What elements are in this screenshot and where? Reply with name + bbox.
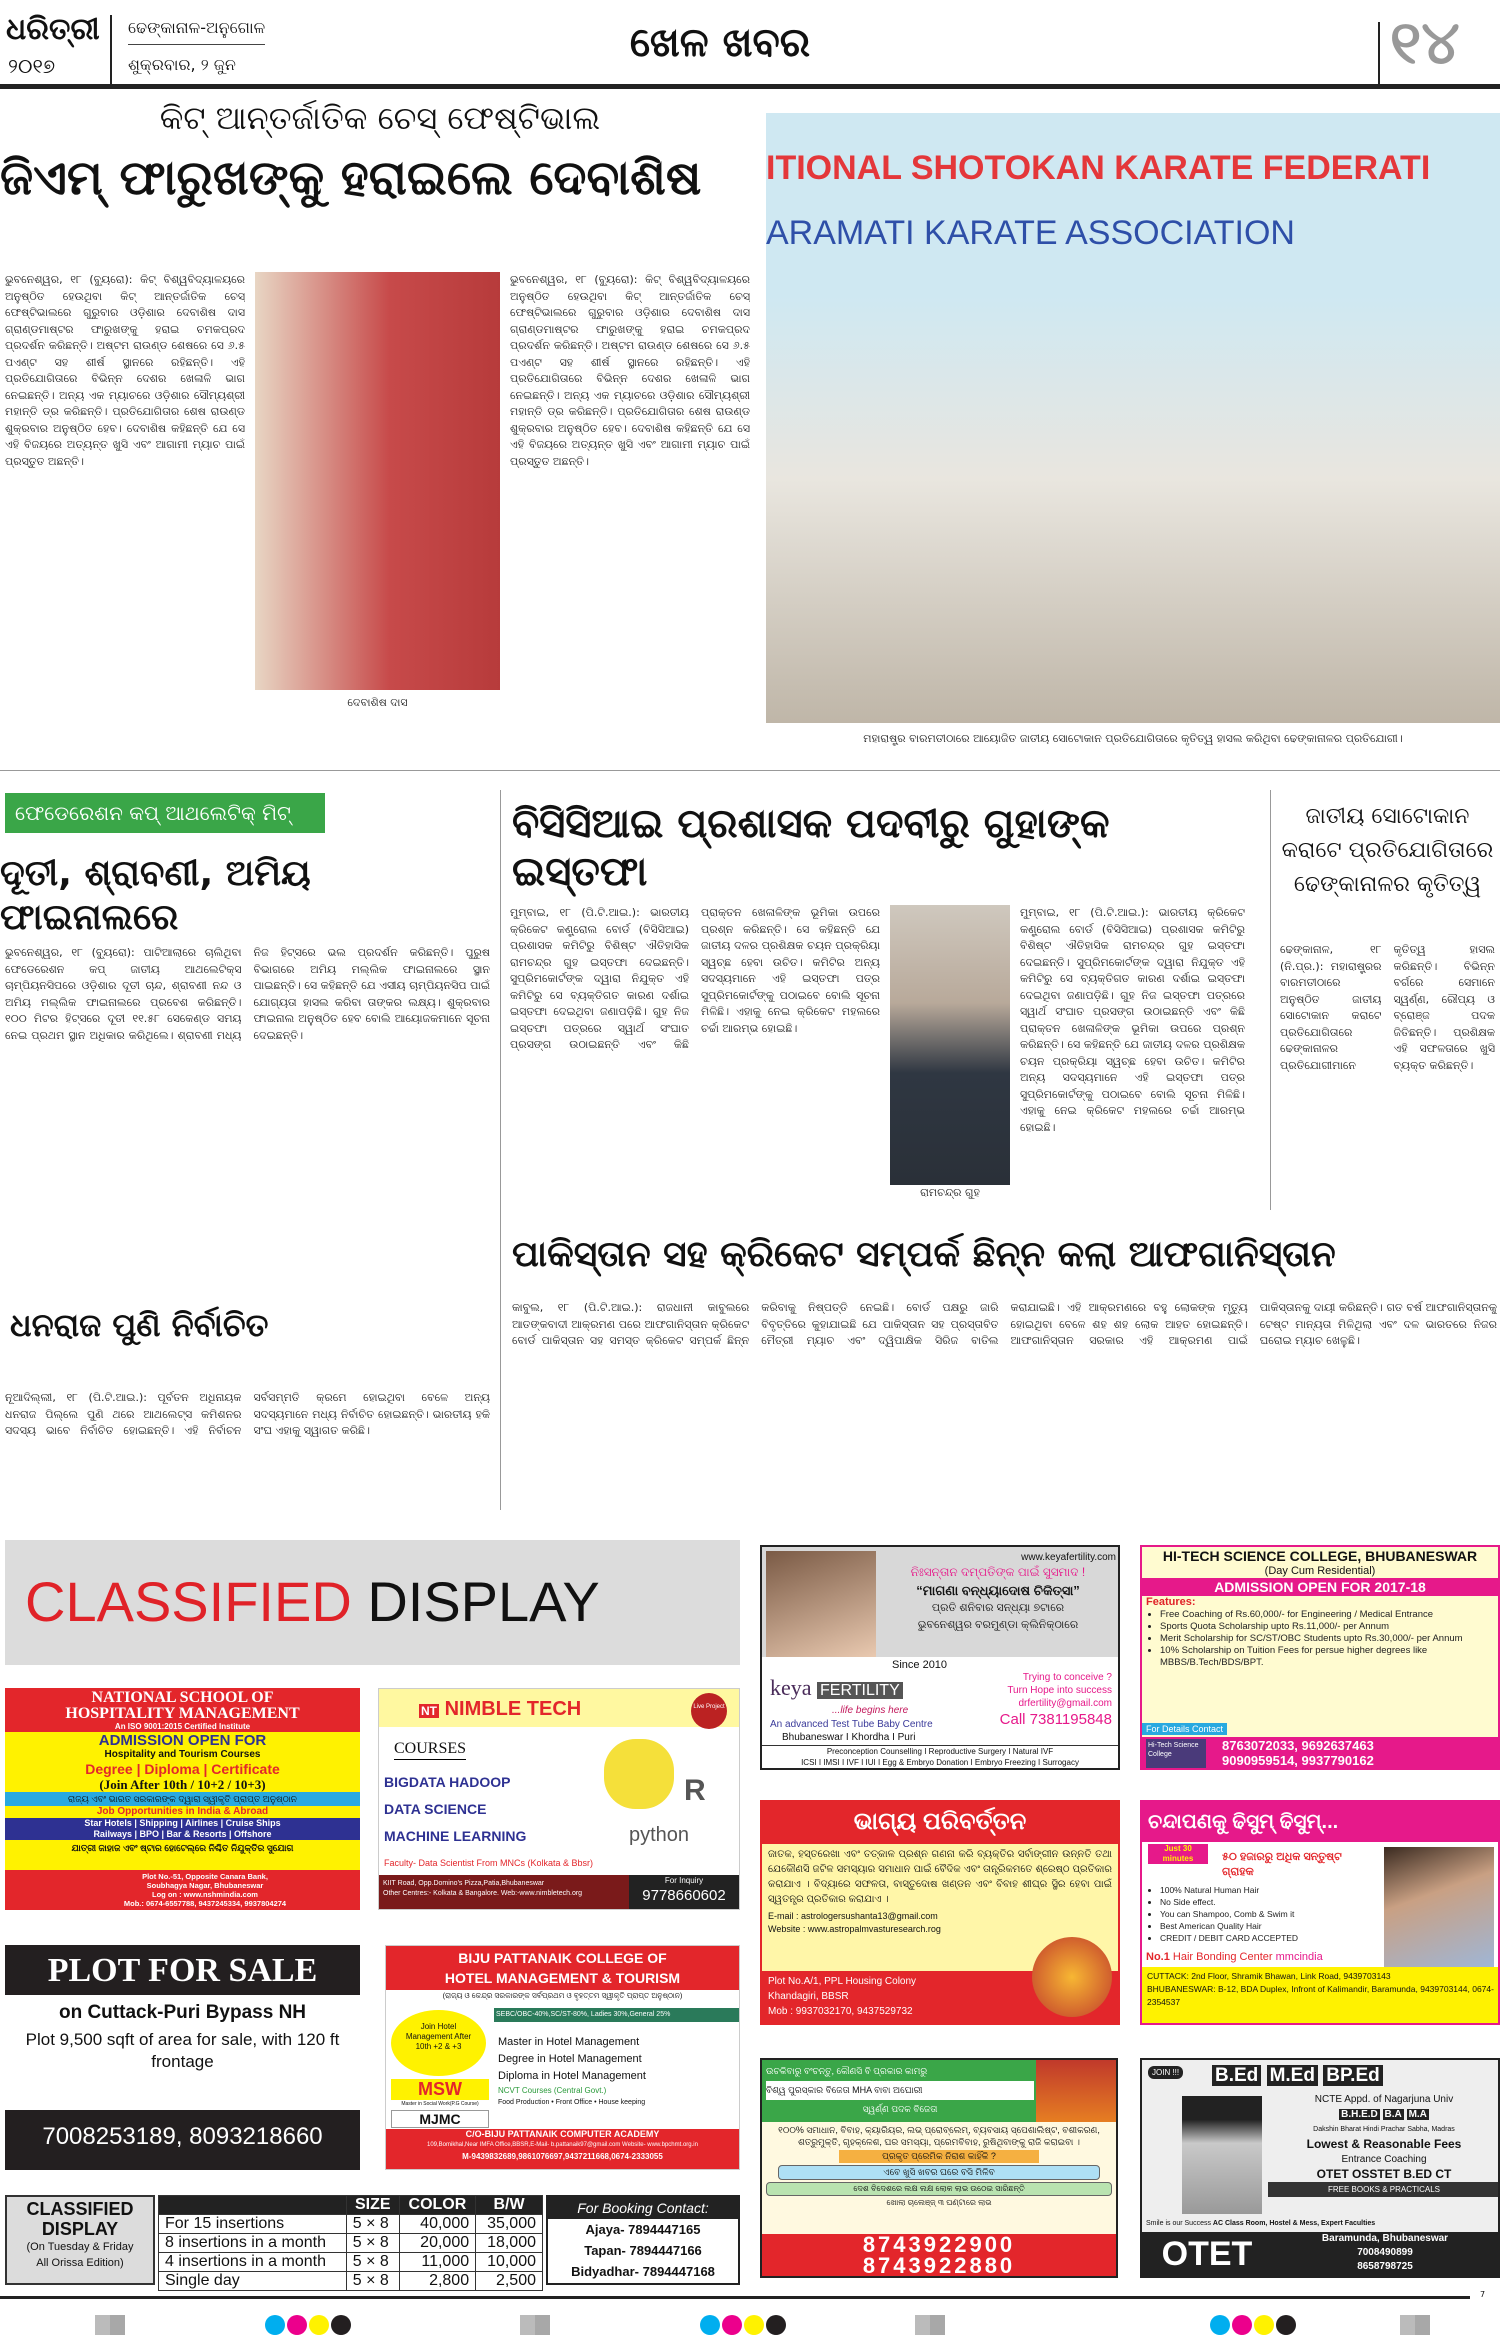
page-number: ୧୪ xyxy=(1390,8,1460,78)
hitech-features-label: Features: xyxy=(1146,1596,1196,1608)
rate-cell: 2,500 xyxy=(476,2272,543,2291)
story3-body-right: ମୁମ୍ବାଇ, ୧୮ (ପି.ଟି.ଆଇ.): ଭାରତୀୟ କ୍ରିକେଟ କଣ୍ଟ୍ରୋଲ ବୋର୍ଡ (ବିସିସିଆଇ) ପ୍ରଶାସକ କମିଟିରୁ ବିଶିଷ୍ଟ ଐତିହାସିକ ରାମଚନ୍ଦ୍ର ଗୁହ ଇସ୍ତଫା ଦେଇଛନ୍ତି। ସୁପ୍ରିମକୋର୍ଟଙ୍କ ଦ୍ୱାରା ନିଯୁକ୍ତ ଏହି କମିଟିରୁ ସେ ବ୍ୟକ୍ତିଗତ କାରଣ ଦର୍ଶାଇ ଇସ୍ତଫା ଦେଇଥିବା ଜଣାପଡ଼ିଛି। ଗୁହ ନିଜ ଇସ୍ତଫା ପତ୍ରରେ ସ୍ୱାର୍ଥ ସଂଘାତ ପ୍ରସଙ୍ଗ ଉଠାଇଛନ୍ତି ଏବଂ କିଛି ପ୍ରାକ୍ତନ ଖେଳାଳିଙ୍କ ଭୂମିକା ଉପରେ ପ୍ରଶ୍ନ କରିଛନ୍ତି। ସେ କହିଛନ୍ତି ଯେ ଜାତୀୟ ଦଳର ପ୍ରଶିକ୍ଷକ ଚୟନ ପ୍ରକ୍ରିୟା ସ୍ୱଚ୍ଛ ହେବା ଉଚିତ। କମିଟିର ଅନ୍ୟ ସଦସ୍ୟମାନେ ଏହି ଇସ୍ତଫା ପତ୍ର ସୁପ୍ରିମକୋର୍ଟଙ୍କୁ ପଠାଇବେ ବୋଲି ସୂଚନା ମିଳିଛି। ଏହାକୁ ନେଇ କ୍ରିକେଟ ମହଲରେ ଚର୍ଚ୍ଚା ଆରମ୍ଭ ହୋଇଛି। xyxy=(1020,906,1245,1134)
hair-bonding-ad[interactable] xyxy=(1140,1800,1500,2025)
rate-cell: For 15 insertions xyxy=(159,2215,347,2234)
divider xyxy=(1270,790,1271,1210)
hair-cuttack: CUTTACK: 2nd Floor, Shramik Bhawan, Link Road, 9439703143 xyxy=(1147,1971,1391,1981)
nshm-title: NATIONAL SCHOOL OF xyxy=(91,1689,274,1706)
plot-title: PLOT FOR SALE xyxy=(47,1952,318,1989)
otet-ncte: NCTE Appd. of Nagarjuna Univ xyxy=(1314,2094,1454,2105)
nshm-jobs: Job Opportunities in India & Abroad xyxy=(96,1806,269,1817)
masthead-year: ୨୦୧୭ xyxy=(8,54,56,78)
biju-title: BIJU PATTANAIK COLLEGE OF xyxy=(458,1950,667,1966)
edition-name: ଢେଙ୍କାନାଳ-ଅନୁଗୋଳ xyxy=(128,18,265,45)
rate-header: COLOR xyxy=(399,2196,475,2215)
mha-line: ବିଶ୍ୱ ପୁରସ୍କାର ବିଜେତା MHA ବାବା ଅଘୋରୀ xyxy=(766,2081,1034,2100)
registration-square xyxy=(95,2315,125,2335)
keya-odia-3: ପ୍ରତି ଶନିବାର ସନ୍ଧ୍ୟା ୭ଟାରେ xyxy=(931,1602,1065,1614)
rate-cell: 5 × 8 xyxy=(346,2215,399,2234)
mother-baby-photo xyxy=(766,1551,876,1657)
table-row xyxy=(159,2234,543,2253)
guha-photo xyxy=(890,905,1010,1185)
nshm-title: HOSPITALITY MANAGEMENT xyxy=(65,1705,300,1722)
hitech-feature: • Merit Scholarship for SC/ST/OBC Students upto Rs.30,000/- per Annum xyxy=(1160,1633,1494,1645)
bhagya-body: ଜାତକ, ହସ୍ତରେଖା ଏବଂ ତତ୍କାଳ ପ୍ରଶ୍ନ ଗଣନା କରି ବ୍ୟକ୍ତିର ସର୍ବାଙ୍ଗୀନ ଉନ୍ନତି ତଥା ଯେକୌଣସି ଜଟିଳ ସମସ୍ୟାର ସମାଧାନ ପାଇଁ ବୈଦିକ ଏବଂ ତାନ୍ତ୍ରିକମତେ ଶ୍ରେଷ୍ଠ ପ୍ରତିକାର କରାଯାଏ । ବିଦ୍ୟାରେ ସଫଳତା, ବାସ୍ତୁଦୋଷ ଖଣ୍ଡନ ଏବଂ ବିବାହ ଶୀଘ୍ର ସ୍ଥିର ହେବା ପାଇଁ ସ୍ୱତନ୍ତ୍ର ପ୍ରତିକାର କରାଯାଏ । xyxy=(768,1849,1112,1905)
hitech-phones: 8763072033, 9692637463 xyxy=(1222,1738,1374,1753)
bhagya-parivartan-ad[interactable] xyxy=(760,1800,1120,2025)
keya-brand-2: FERTILITY xyxy=(817,1682,903,1699)
biju-join: Join Hotel Management After 10th +2 & +3 xyxy=(391,2010,486,2076)
footer-rule xyxy=(0,2296,1470,2299)
keya-odia-2: “ମାଗଣା ବନ୍ଧ୍ୟାଦୋଷ ଚିକିତ୍ସା” xyxy=(916,1583,1080,1598)
nimble-course: DATA SCIENCE xyxy=(384,1801,487,1817)
hitech-feature: • Sports Quota Scholarship upto Rs.11,000/- per Annum xyxy=(1160,1621,1494,1633)
otet-exams: OTET OSSTET B.ED CT xyxy=(1316,2167,1452,2181)
r-logo-icon: R xyxy=(684,1774,706,1807)
rate-label: CLASSIFIED xyxy=(26,2199,134,2219)
booking-contact-item: Ajaya- 7894447165 xyxy=(585,2222,701,2237)
section-title: ଖେଳ ଖବର xyxy=(629,20,811,66)
nimble-tech-ad[interactable] xyxy=(378,1688,740,1910)
keya-places: Bhubaneswar I Khordha I Puri xyxy=(782,1732,916,1743)
issue-date: ଶୁକ୍ରବାର, ୨ ଜୁନ xyxy=(128,55,236,74)
booking-contact-item: Bidyadhar- 7894447168 xyxy=(571,2264,715,2279)
banner-text-2: ARAMATI KARATE ASSOCIATION xyxy=(766,214,1295,252)
header-rule xyxy=(0,84,1500,89)
rate-label: DISPLAY xyxy=(41,2219,119,2239)
hitech-feature: • 10% Scholarship on Tuition Fees for persue higher degrees like MBBS/B.Tech/BDS/BPT. xyxy=(1160,1645,1494,1669)
keya-email: drfertility@gmail.com xyxy=(1018,1698,1112,1709)
rate-label: All Orissa Edition) xyxy=(36,2257,124,2269)
masthead-logo: ଧରିତ୍ରୀ xyxy=(6,12,100,47)
story2-body: ଭୁବନେଶ୍ୱର, ୧୮ (ବ୍ୟୁରୋ): ପାଟିଆଲାରେ ଚାଲିଥିବା ଫେଡେରେଶନ କପ୍ ଜାତୀୟ ଆଥଲେଟିକ୍ସ ଚାମ୍ପିୟନସିପରେ ଓଡ଼ିଶାର ଦୂତୀ ଚାନ୍ଦ, ଶ୍ରାବଣୀ ନନ୍ଦ ଓ ଅମିୟ ମଲ୍ଲିକ ଫାଇନାଲରେ ପ୍ରବେଶ କରିଛନ୍ତି। ୧୦୦ ମିଟର ହିଟ୍ସରେ ଦୂତୀ ୧୧.୫୮ ସେକେଣ୍ଡ ସମୟ ନେଇ ପ୍ରଥମ ସ୍ଥାନ ଅଧିକାର କରିଥିଲେ। ଶ୍ରାବଣୀ ମଧ୍ୟ ନିଜ ହିଟ୍ସରେ ଭଲ ପ୍ରଦର୍ଶନ କରିଛନ୍ତି। ପୁରୁଷ ବିଭାଗରେ ଅମିୟ ମଲ୍ଲିକ ଫାଇନାଲରେ ସ୍ଥାନ ପାଇଛନ୍ତି। ସେ କହିଛନ୍ତି ଯେ ଏସୀୟ ଚାମ୍ପିୟନସିପ ପାଇଁ ଯୋଗ୍ୟତା ହାସଲ କରିବା ତାଙ୍କର ଲକ୍ଷ୍ୟ। ଶୁକ୍ରବାର ଫାଇନାଲ ଅନୁଷ୍ଠିତ ହେବ ବୋଲି ଆୟୋଜକମାନେ ସୂଚନା ଦେଇଛନ୍ତି। xyxy=(5,946,490,1042)
biju-phones: M-9439832689,9861076697,9437211668,0674-2333055 xyxy=(462,2152,663,2161)
otet-place: Baramunda, Bhubaneswar xyxy=(1321,2233,1449,2244)
story1-body-left: ଭୁବନେଶ୍ୱର, ୧୮ (ବ୍ୟୁରୋ): କିଟ୍ ବିଶ୍ୱବିଦ୍ୟାଳୟରେ ଅନୁଷ୍ଠିତ ହେଉଥିବା କିଟ୍ ଆନ୍ତର୍ଜାତିକ ଚେସ୍ ଫେଷ୍ଟିଭାଲରେ ଗୁରୁବାର ଓଡ଼ିଶାର ଦେବାଶିଷ ଦାସ ଗ୍ରାଣ୍ଡମାଷ୍ଟର ଫାରୁଖଙ୍କୁ ହରାଇ ଚମକପ୍ରଦ ପ୍ରଦର୍ଶନ କରିଛନ୍ତି। ଅଷ୍ଟମ ରାଉଣ୍ଡ ଶେଷରେ ସେ ୬.୫ ପଏଣ୍ଟ ସହ ଶୀର୍ଷ ସ୍ଥାନରେ ରହିଛନ୍ତି। ଏହି ପ୍ରତିଯୋଗିତାରେ ବିଭିନ୍ନ ଦେଶର ଖେଳାଳି ଭାଗ ନେଇଛନ୍ତି। ଅନ୍ୟ ଏକ ମ୍ୟାଚରେ ଓଡ଼ିଶାର ସୌମ୍ୟଶ୍ରୀ ମହାନ୍ତି ଡ୍ର କରିଛନ୍ତି। ପ୍ରତିଯୋଗିତାର ଶେଷ ରାଉଣ୍ଡ ଶୁକ୍ରବାର ଅନୁଷ୍ଠିତ ହେବ। ଦେବାଶିଷ କହିଛନ୍ତି ଯେ ସେ ଏହି ବିଜୟରେ ଅତ୍ୟନ୍ତ ଖୁସି ଏବଂ ଆଗାମୀ ମ୍ୟାଚ ପାଇଁ ପ୍ରସ୍ତୁତ ଅଛନ୍ତି। xyxy=(5,273,245,468)
display-word: DISPLAY xyxy=(367,1570,600,1633)
rate-cell: 4 insertions in a month xyxy=(159,2253,347,2272)
nshm-address: Soubhagya Nagar, Bhubaneswar xyxy=(146,1881,264,1890)
live-project-badge: Live Project xyxy=(691,1693,727,1729)
rate-cell: 5 × 8 xyxy=(346,2253,399,2272)
otet-degree: B.H.E.D xyxy=(1341,2109,1378,2120)
registration-square xyxy=(520,2315,550,2335)
rate-table xyxy=(158,2195,543,2291)
story3-headline: ବିସିସିଆଇ ପ୍ରଶାସକ ପଦବୀରୁ ଗୁହାଙ୍କ ଇସ୍ତଫା xyxy=(512,801,1110,895)
otet-facilities: AC Class Room, Hostel & Mess, Expert Faculties xyxy=(1212,2220,1376,2227)
baba-photo xyxy=(1036,2060,1116,2122)
karate-team-photo xyxy=(766,113,1500,723)
hair-bbsr: BHUBANESWAR: B-12, BDA Duplex, Infront of Kalimandir, Baramunda, 9439703144, 0674-2354537 xyxy=(1147,1984,1494,2007)
hitech-sub: (Day Cum Residential) xyxy=(1264,1565,1376,1577)
keya-fertility-ad[interactable] xyxy=(760,1545,1120,1770)
nshm-address: Plot No.-51, Opposite Canara Bank, xyxy=(142,1872,268,1881)
biju-academy: C/O-BIJU PATTANAIK COMPUTER ACADEMY xyxy=(465,2129,660,2139)
hair-point: • 100% Natural Human Hair xyxy=(1160,1884,1380,1896)
biju-course: Diploma in Hotel Management xyxy=(498,2070,646,2082)
student-photo xyxy=(1182,2096,1262,2214)
keya-r1: Trying to conceive ? xyxy=(1022,1672,1112,1683)
hair-center: Hair Bonding Center xyxy=(1172,1951,1273,1963)
nimble-course: BIGDATA HADOOP xyxy=(384,1774,511,1790)
bhagya-title: ଭାଗ୍ୟ ପରିବର୍ତ୍ତନ xyxy=(762,1802,1118,1844)
nimble-course: MACHINE LEARNING xyxy=(384,1828,527,1844)
hair-point: • Best American Quality Hair xyxy=(1160,1920,1380,1932)
hitech-admission: ADMISSION OPEN FOR 2017-18 xyxy=(1142,1578,1498,1596)
classified-display-banner xyxy=(5,1540,740,1665)
nimble-faculty: Faculty- Data Scientist From MNCs (Kolkata & Bbsr) xyxy=(384,1858,594,1868)
story1-kicker: କିଟ୍ ଆନ୍ତର୍ଜାତିକ ଚେସ୍ ଫେଷ୍ଟିଭାଲ xyxy=(159,99,601,137)
mha-box: ଏବେ ଖୁସି ଖବର ଘରେ ବସି ମିଳିବ xyxy=(778,2165,1100,2180)
divider xyxy=(0,770,1500,771)
bhagya-email: E-mail : astrologersushanta13@gmail.com xyxy=(768,1911,938,1921)
story5-headline: ପାକିସ୍ତାନ ସହ କ୍ରିକେଟ ସମ୍ପର୍କ ଛିନ୍ନ କଲା ଆଫଗାନିସ୍ତାନ xyxy=(512,1234,1336,1275)
biju-small-courses: Food Production • Front Office • House keeping xyxy=(498,2099,646,2106)
bhagya-address: Khandagiri, BBSR xyxy=(768,1991,849,2002)
nshm-join: (Join After 10th / 10+2 / 10+3) xyxy=(99,1777,266,1792)
nshm-ad[interactable] xyxy=(5,1688,360,1910)
nshm-odia-2: ଯାତ୍ରୀ ଜାହାଜ ଏବଂ ଷ୍ଟାର ହୋଟେଲ୍‌ରେ ନିଶ୍ଚିତ ନିଯୁକ୍ତିର ସୁଯୋଗ xyxy=(71,1843,294,1853)
biju-odia: (ରାଜ୍ୟ ଓ କେନ୍ଦ୍ର ସରକାରଙ୍କ ସର୍ବପ୍ରଥମ ଓ ବୃହତ୍ତମ ସ୍ୱୀକୃତି ପ୍ରାପ୍ତ ଅନୁଷ୍ଠାନ) xyxy=(442,1991,683,2000)
rate-cell: 40,000 xyxy=(399,2215,475,2234)
registration-square xyxy=(1400,2315,1430,2335)
hair-no1: No.1 xyxy=(1146,1951,1170,1963)
registration-square xyxy=(915,2315,945,2335)
bhagya-web: Website : www.astropalmvasturesearch.rog xyxy=(768,1924,941,1934)
hadoop-elephant-icon xyxy=(604,1739,674,1809)
otet-degree: M.A xyxy=(1408,2109,1427,2120)
hair-point: • CREDIT / DEBIT CARD ACCEPTED xyxy=(1160,1932,1380,1944)
rate-cell: 20,000 xyxy=(399,2234,475,2253)
rate-cell: 11,000 xyxy=(399,2253,475,2272)
biju-course: Master in Hotel Management xyxy=(498,2036,640,2048)
rate-cell: 35,000 xyxy=(476,2215,543,2234)
nshm-odia-1: ରାଜ୍ୟ ଏବଂ ଭାରତ ସରକାରଙ୍କ ଦ୍ୱାରା ସ୍ୱୀକୃତି ପ୍ରାପ୍ତ ଅନୁଷ୍ଠାନ xyxy=(5,1792,360,1806)
rate-card-label xyxy=(5,2195,155,2285)
booking-title: For Booking Contact: xyxy=(548,2197,738,2219)
nshm-admission: ADMISSION OPEN FOR xyxy=(98,1732,267,1749)
keya-desc: An advanced Test Tube Baby Centre xyxy=(770,1719,933,1730)
nimble-logo: NT xyxy=(421,1704,437,1718)
story4-headline: ଜାତୀୟ ସୋଟୋକାନ କରାଟେ ପ୍ରତିଯୋଗିତାରେ ଢେଙ୍କାନାଳର କୃତିତ୍ୱ xyxy=(1281,804,1494,897)
plot-for-sale-ad[interactable] xyxy=(5,1945,360,2170)
color-registration-dots xyxy=(700,2315,788,2339)
nshm-web: Log on : www.nshmindia.com xyxy=(152,1890,258,1899)
biju-mjmc: MJMC xyxy=(391,2110,489,2128)
hitech-contact-label: For Details Contact xyxy=(1142,1723,1227,1735)
plot-details: Plot 9,500 sqft of area for sale, with 120 ft frontage xyxy=(25,2030,340,2071)
rate-label: (On Tuesday & Friday xyxy=(26,2241,134,2253)
keya-tagline: ...life begins here xyxy=(832,1705,909,1716)
keya-r2: Turn Hope into success xyxy=(1007,1685,1112,1696)
biju-ncvt: NCVT Courses (Central Govt.) xyxy=(498,2086,607,2095)
hitech-feature: • Free Coaching of Rs.60,000/- for Engineering / Medical Entrance xyxy=(1160,1609,1494,1621)
biju-course: Degree in Hotel Management xyxy=(498,2053,642,2065)
nimble-other: Other Centres:- Kolkata & Bangalore. Web:-www.nimbletech.org xyxy=(383,1890,583,1897)
mha-phone: 8743922900 xyxy=(862,2232,1016,2257)
color-registration-dots xyxy=(1210,2315,1298,2339)
mha-line: ସ୍ୱର୍ଣ୍ଣ ପଦକ ବିଜେତା xyxy=(862,2104,938,2114)
rate-cell: 18,000 xyxy=(476,2234,543,2253)
otet-course: BP.Ed xyxy=(1323,2065,1383,2086)
otet-course: B.Ed xyxy=(1212,2065,1261,2086)
customer-photo xyxy=(1384,1847,1494,1967)
hitech-title: HI-TECH SCIENCE COLLEGE, BHUBANESWAR xyxy=(1162,1548,1478,1564)
story3-body-left: ମୁମ୍ବାଇ, ୧୮ (ପି.ଟି.ଆଇ.): ଭାରତୀୟ କ୍ରିକେଟ କଣ୍ଟ୍ରୋଲ ବୋର୍ଡ (ବିସିସିଆଇ) ପ୍ରଶାସକ କମିଟିରୁ ବିଶିଷ୍ଟ ଐତିହାସିକ ରାମଚନ୍ଦ୍ର ଗୁହ ଇସ୍ତଫା ଦେଇଛନ୍ତି। ସୁପ୍ରିମକୋର୍ଟଙ୍କ ଦ୍ୱାରା ନିଯୁକ୍ତ ଏହି କମିଟିରୁ ସେ ବ୍ୟକ୍ତିଗତ କାରଣ ଦର୍ଶାଇ ଇସ୍ତଫା ଦେଇଥିବା ଜଣାପଡ଼ିଛି। ଗୁହ ନିଜ ଇସ୍ତଫା ପତ୍ରରେ ସ୍ୱାର୍ଥ ସଂଘାତ ପ୍ରସଙ୍ଗ ଉଠାଇଛନ୍ତି ଏବଂ କିଛି ପ୍ରାକ୍ତନ ଖେଳାଳିଙ୍କ ଭୂମିକା ଉପରେ ପ୍ରଶ୍ନ କରିଛନ୍ତି। ସେ କହିଛନ୍ତି ଯେ ଜାତୀୟ ଦଳର ପ୍ରଶିକ୍ଷକ ଚୟନ ପ୍ରକ୍ରିୟା ସ୍ୱଚ୍ଛ ହେବା ଉଚିତ। କମିଟିର ଅନ୍ୟ ସଦସ୍ୟମାନେ ଏହି ଇସ୍ତଫା ପତ୍ର ସୁପ୍ରିମକୋର୍ଟଙ୍କୁ ପଠାଇବେ ବୋଲି ସୂଚନା ମିଳିଛି। ଏହାକୁ ନେଇ କ୍ରିକେଟ ମହଲରେ ଚର୍ଚ୍ଚା ଆରମ୍ଭ ହୋଇଛି। xyxy=(510,906,880,1051)
story2-section-label: ଫେଡେରେଶନ କପ୍ ଆଥଲେଟିକ୍ ମିଟ୍ xyxy=(5,793,325,833)
biju-title: HOTEL MANAGEMENT & TOURISM xyxy=(444,1970,681,1986)
chess-player-photo xyxy=(255,272,500,690)
otet-degree: B.A xyxy=(1384,2109,1402,2120)
story1-photo-caption: ଦେବାଶିଷ ଦାସ xyxy=(347,696,408,709)
nshm-phones: Mob.: 0674-6557788, 9437245334, 9937804274 xyxy=(123,1899,287,1908)
mha-box: ଖୋଲା ଚାଲେଞ୍ଜ୍ ୩ ଘଣ୍ଟାରେ ଲାଭ xyxy=(886,2198,992,2207)
nshm-courses: Hospitality and Tourism Courses xyxy=(104,1749,261,1760)
nshm-iso: An ISO 9001:2015 Certified Institute xyxy=(114,1722,251,1731)
hitech-logo: Hi-Tech Science College xyxy=(1146,1739,1206,1768)
python-logo: python xyxy=(629,1824,690,1846)
booking-contact-item: Tapan- 7894447166 xyxy=(584,2243,702,2258)
bhagya-address: Plot No.A/1, PPL Housing Colony xyxy=(768,1976,917,1987)
mha-line: ଉଚକିବାରୁ ବଂଚନ୍ତୁ, କୌଣସି ବି ପ୍ରକାର କାମରୁ xyxy=(766,2066,928,2076)
keya-since: Since 2010 xyxy=(892,1659,948,1671)
biju-address: 109,Bomikhal,Near IMFA Office,BBSR,E-Mail- b.pattanaik97@gmail.com Website- www.bpchmt.org.in xyxy=(427,2142,698,2148)
nshm-sectors: Railways | BPO | Bar & Resorts | Offshore xyxy=(93,1829,272,1839)
page-mark: 7 xyxy=(1480,2290,1486,2299)
hair-odia: ୫୦ ହଜାରରୁ ଅଧିକ ସନ୍ତୁଷ୍ଟ ଗ୍ରାହକ xyxy=(1222,1851,1342,1878)
plot-phones: 7008253189, 8093218660 xyxy=(42,2123,323,2150)
otet-smile: Smile is our Success xyxy=(1146,2220,1211,2227)
otet-ad[interactable] xyxy=(1140,2058,1500,2278)
otet-phone: 8658798725 xyxy=(1357,2261,1413,2272)
karate-photo-caption: ମହାରାଷ୍ଟ୍ର ବାରମତୀଠାରେ ଆୟୋଜିତ ଜାତୀୟ ସୋଟୋକାନ ପ୍ରତିଯୋଗିତାରେ କୃତିତ୍ୱ ହାସଲ କରିଥିବା ଢେଙ୍କାନାଳର ପ୍ରତିଯୋଗୀ। xyxy=(863,732,1403,745)
hair-title: ଚନ୍ଦାପଣକୁ ଢିସୁମ୍ ଢିସୁମ୍... xyxy=(1142,1802,1498,1842)
rate-cell: 10,000 xyxy=(476,2253,543,2272)
mha-body: ୧୦୦% ସମାଧାନ, ବିବାହ, କ୍ୟାରିୟର, ଲଭ୍ ପ୍ରୋବ୍ଲେମ୍, ବ୍ୟବସାୟ ସ୍ପେଶାଲିଷ୍ଟ, ବଶୀକରଣ, ଶତ୍ରୁମୁକ୍ତି, ଗୃହକ୍ଳେଶ, ଘର ସମସ୍ୟା, ପ୍ରେମବିବାହ, ରୁଷିଥିବାଙ୍କୁ ରାଜି କରାଇବା । xyxy=(778,2125,1100,2147)
booking-contact xyxy=(546,2195,740,2285)
rate-header: B/W xyxy=(476,2196,543,2215)
story4-body: ଢେଙ୍କାନାଳ, ୧୮ (ନି.ପ୍ର.): ମହାରାଷ୍ଟ୍ରର ବାରମତୀଠାରେ ଅନୁଷ୍ଠିତ ଜାତୀୟ ସୋଟୋକାନ କରାଟେ ପ୍ରତିଯୋଗିତାରେ ଢେଙ୍କାନାଳର ପ୍ରତିଯୋଗୀମାନେ କୃତିତ୍ୱ ହାସଲ କରିଛନ୍ତି। ବିଭିନ୍ନ ବର୍ଗରେ ସେମାନେ ସ୍ୱର୍ଣ୍ଣ, ରୌପ୍ୟ ଓ ବ୍ରୋଞ୍ଜ ପଦକ ଜିତିଛନ୍ତି। ପ୍ରଶିକ୍ଷକ ଏହି ସଫଳତାରେ ଖୁସି ବ୍ୟକ୍ତ କରିଛନ୍ତି। xyxy=(1280,943,1495,1072)
nshm-sectors: Star Hotels | Shipping | Airlines | Cruise Ships xyxy=(84,1818,281,1828)
mha-question: ପ୍ରକୃତ ପ୍ରେମିକ ନିରାଶ କାହିଁକି ? xyxy=(839,2150,1039,2163)
rate-header: SIZE xyxy=(346,2196,399,2215)
otet-fees: Lowest & Reasonable Fees xyxy=(1306,2137,1462,2151)
rate-header xyxy=(159,2196,347,2215)
table-row xyxy=(159,2253,543,2272)
rate-cell: 5 × 8 xyxy=(346,2234,399,2253)
story5-body: କାବୁଲ, ୧୮ (ପି.ଟି.ଆଇ.): ରାଜଧାନୀ କାବୁଲରେ ଆତଙ୍କବାଦୀ ଆକ୍ରମଣ ପରେ ଆଫଗାନିସ୍ତାନ କ୍ରିକେଟ ବୋର୍ଡ ପାକିସ୍ତାନ ସହ ସମସ୍ତ କ୍ରିକେଟ ସମ୍ପର୍କ ଛିନ୍ନ କରିବାକୁ ନିଷ୍ପତ୍ତି ନେଇଛି। ବୋର୍ଡ ପକ୍ଷରୁ ଜାରି ବିବୃତ୍ତିରେ କୁହାଯାଇଛି ଯେ ପାକିସ୍ତାନ ସହ ପ୍ରସ୍ତାବିତ ମୈତ୍ରୀ ମ୍ୟାଚ ଏବଂ ଦ୍ୱିପାକ୍ଷିକ ସିରିଜ ବାତିଲ କରାଯାଇଛି। ଏହି ଆକ୍ରମଣରେ ବହୁ ଲୋକଙ୍କ ମୃତ୍ୟୁ ହୋଇଥିବା ବେଳେ ଶହ ଶହ ଲୋକ ଆହତ ହୋଇଛନ୍ତି। ଆଫଗାନିସ୍ତାନ ସରକାର ଏହି ଆକ୍ରମଣ ପାଇଁ ପାକିସ୍ତାନକୁ ଦାୟୀ କରିଛନ୍ତି। ଗତ ବର୍ଷ ଆଫଗାନିସ୍ତାନକୁ ଟେଷ୍ଟ ମାନ୍ୟତା ମିଳିଥିଲା ଏବଂ ଦଳ ଭାରତରେ ନିଜର ଘରୋଇ ମ୍ୟାଚ ଖେଳୁଛି। xyxy=(512,1301,1497,1347)
mha-phone: 8743922880 xyxy=(862,2253,1016,2278)
biju-msw: MSW xyxy=(391,2079,489,2100)
color-registration-dots xyxy=(265,2315,353,2339)
keya-url: www.keyafertility.com xyxy=(1021,1552,1116,1563)
hair-just: Just 30 minutes xyxy=(1148,1844,1208,1864)
keya-odia-4: ଭୁବନେଶ୍ୱର ବରମୁଣ୍ଡା କ୍ଲିନିକ୍‌ଠାରେ xyxy=(917,1619,1079,1631)
hair-point: • You can Shampoo, Comb & Swim it xyxy=(1160,1908,1380,1920)
keya-services-2: ICSI I IMSI I IVF I IUI I Egg & Embryo Donation I Embryo Freezing I Surrogacy xyxy=(801,1758,1079,1767)
hair-point: • No Side effect. xyxy=(1160,1896,1380,1908)
nimble-title: NIMBLE TECH xyxy=(444,1698,582,1720)
story1-headline: ଜିଏମ୍ ଫାରୁଖଙ୍କୁ ହରାଇଲେ ଦେବାଶିଷ xyxy=(0,150,702,206)
nimble-inquiry: For Inquiry xyxy=(664,1876,704,1885)
nimble-phone: 9778660602 xyxy=(642,1887,726,1904)
mha-box: ଦେଶ ବିଦେଶରେ ଲକ୍ଷ ଲକ୍ଷ ଲୋକ ଲାଭ ଉଠେଇ ସାରିଛନ୍ତି xyxy=(766,2182,1112,2196)
keya-odia-1: ନିଃସନ୍ତାନ ଦମ୍ପତିଙ୍କ ପାଇଁ ସୁସମାଦ ! xyxy=(910,1565,1086,1579)
story2-sub-body: ନୂଆଦିଲ୍ଲୀ, ୧୮ (ପି.ଟି.ଆଇ.): ପୂର୍ବତନ ଅଧିନାୟକ ଧନରାଜ ପିଲ୍ଲେ ପୁଣି ଥରେ ଆଥଲେଟ୍ସ କମିଶନର ସଦସ୍ୟ ଭାବେ ନିର୍ବାଚିତ ହୋଇଛନ୍ତି। ଏହି ନିର୍ବାଚନ ସର୍ବସମ୍ମତି କ୍ରମେ ହୋଇଥିବା ବେଳେ ଅନ୍ୟ ସଦସ୍ୟମାନେ ମଧ୍ୟ ନିର୍ବାଚିତ ହୋଇଛନ୍ତି। ଭାରତୀୟ ହକି ସଂଘ ଏହାକୁ ସ୍ୱାଗତ କରିଛି। xyxy=(5,1391,490,1437)
plot-location: on Cuttack-Puri Bypass NH xyxy=(58,2002,307,2023)
keya-brand: keya xyxy=(770,1675,812,1700)
biju-quota: SEBC/OBC-40%,SC/ST-80%, Ladies 30%,General 25% xyxy=(494,2008,739,2022)
story2-headline: ଦୂତୀ, ଶ୍ରାବଣୀ, ଅମିୟ ଫାଇନାଲରେ xyxy=(0,853,311,938)
mha-baba-ad[interactable] xyxy=(760,2058,1118,2278)
table-row xyxy=(159,2215,543,2234)
otet-free: FREE BOOKS & PRACTICALS xyxy=(1268,2182,1500,2197)
otet-coaching: Entrance Coaching xyxy=(1341,2154,1427,2165)
otet-dakshin: Dakshin Bharat Hindi Prachar Sabha, Madras xyxy=(1313,2126,1455,2133)
zodiac-wheel-icon xyxy=(1032,1937,1112,2017)
rate-cell: 2,800 xyxy=(399,2272,475,2291)
otet-course: M.Ed xyxy=(1267,2065,1318,2086)
hitech-college-ad[interactable] xyxy=(1140,1545,1500,1770)
classified-word: CLASSIFIED xyxy=(25,1570,352,1633)
divider xyxy=(500,790,501,1510)
rate-cell: 5 × 8 xyxy=(346,2272,399,2291)
biju-pattanaik-ad[interactable] xyxy=(385,1945,740,2170)
story2-sub-headline: ଧନରାଜ ପୁଣି ନିର୍ବାଚିତ xyxy=(10,1306,269,1344)
hitech-phones: 9090959514, 9937790162 xyxy=(1222,1753,1374,1768)
nimble-address: KIIT Road, Opp.Domino's Pizza,Patia,Bhubaneswar xyxy=(383,1880,545,1887)
table-row xyxy=(159,2272,543,2291)
guha-photo-caption: ରାମଚନ୍ଦ୍ର ଗୁହ xyxy=(920,1186,980,1199)
hair-facebook: mmcindia xyxy=(1275,1951,1323,1963)
biju-msw-sub: Master in Social Work(P.G Course) xyxy=(401,2101,479,2107)
keya-phone: Call 7381195848 xyxy=(999,1711,1112,1728)
banner-text: ITIONAL SHOTOKAN KARATE FEDERATI xyxy=(766,149,1431,187)
divider xyxy=(110,15,112,85)
nimble-courses: COURSES xyxy=(394,1739,466,1760)
otet-brand: OTET xyxy=(1142,2232,1272,2276)
bhagya-phones: Mob : 9937032170, 9437529732 xyxy=(768,2006,913,2017)
nshm-levels: Degree | Diploma | Certificate xyxy=(85,1761,280,1777)
story1-body-right: ଭୁବନେଶ୍ୱର, ୧୮ (ବ୍ୟୁରୋ): କିଟ୍ ବିଶ୍ୱବିଦ୍ୟାଳୟରେ ଅନୁଷ୍ଠିତ ହେଉଥିବା କିଟ୍ ଆନ୍ତର୍ଜାତିକ ଚେସ୍ ଫେଷ୍ଟିଭାଲରେ ଗୁରୁବାର ଓଡ଼ିଶାର ଦେବାଶିଷ ଦାସ ଗ୍ରାଣ୍ଡମାଷ୍ଟର ଫାରୁଖଙ୍କୁ ହରାଇ ଚମକପ୍ରଦ ପ୍ରଦର୍ଶନ କରିଛନ୍ତି। ଅଷ୍ଟମ ରାଉଣ୍ଡ ଶେଷରେ ସେ ୬.୫ ପଏଣ୍ଟ ସହ ଶୀର୍ଷ ସ୍ଥାନରେ ରହିଛନ୍ତି। ଏହି ପ୍ରତିଯୋଗିତାରେ ବିଭିନ୍ନ ଦେଶର ଖେଳାଳି ଭାଗ ନେଇଛନ୍ତି। ଅନ୍ୟ ଏକ ମ୍ୟାଚରେ ଓଡ଼ିଶାର ସୌମ୍ୟଶ୍ରୀ ମହାନ୍ତି ଡ୍ର କରିଛନ୍ତି। ପ୍ରତିଯୋଗିତାର ଶେଷ ରାଉଣ୍ଡ ଶୁକ୍ରବାର ଅନୁଷ୍ଠିତ ହେବ। ଦେବାଶିଷ କହିଛନ୍ତି ଯେ ସେ ଏହି ବିଜୟରେ ଅତ୍ୟନ୍ତ ଖୁସି ଏବଂ ଆଗାମୀ ମ୍ୟାଚ ପାଇଁ ପ୍ରସ୍ତୁତ ଅଛନ୍ତି। xyxy=(510,273,750,468)
rate-cell: 8 insertions in a month xyxy=(159,2234,347,2253)
divider xyxy=(1378,22,1380,84)
otet-phone: 7008490899 xyxy=(1357,2247,1413,2258)
keya-services-1: Preconception Counselling I Reproductive Surgery I Natural IVF xyxy=(826,1747,1054,1756)
rate-cell: Single day xyxy=(159,2272,347,2291)
otet-join: JOIN !!! xyxy=(1148,2066,1183,2079)
